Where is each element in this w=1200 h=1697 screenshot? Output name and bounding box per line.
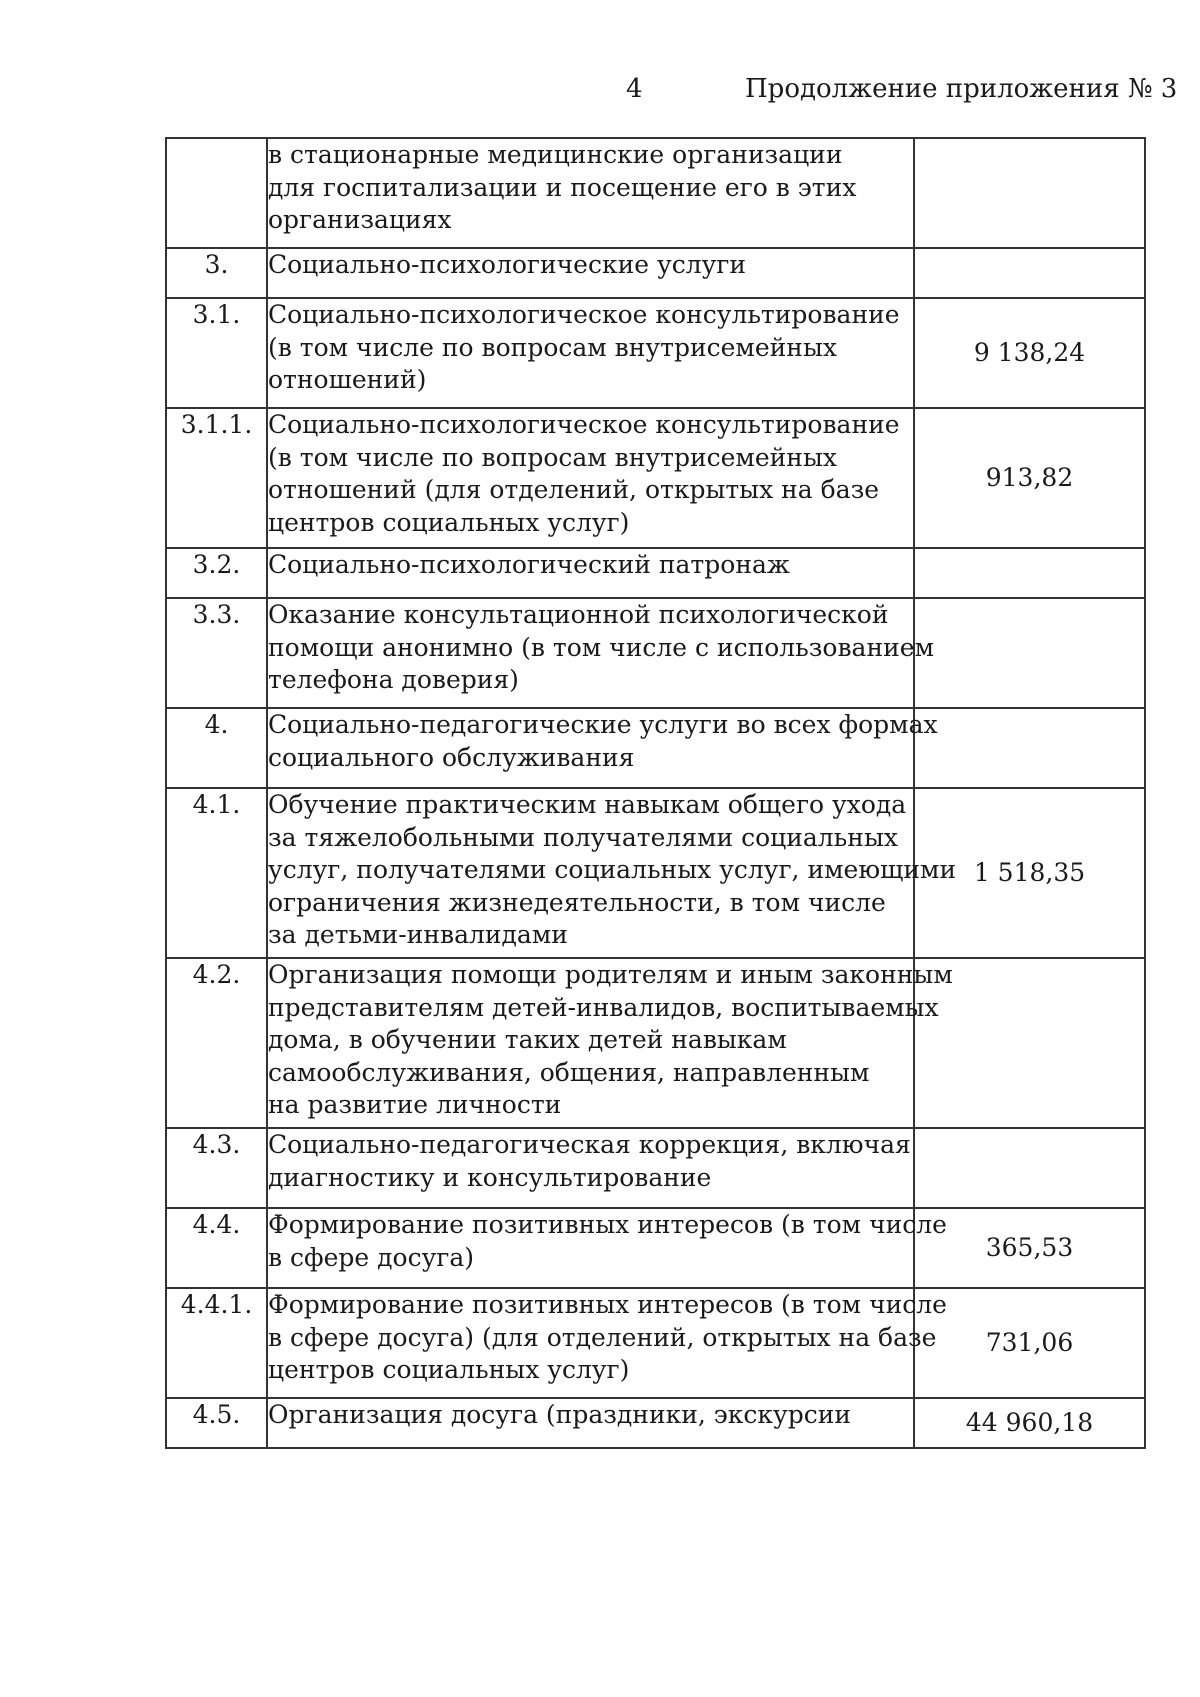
table-row (166, 1128, 1145, 1208)
service-name-line: в сфере досуга) (268, 1242, 475, 1272)
item-number-cell: 3.3. (166, 598, 267, 708)
item-number-cell: 3.1.1. (166, 408, 267, 548)
table-row (166, 1398, 1145, 1448)
item-number-cell: 4.4. (166, 1208, 267, 1288)
item-number-cell: 4.1. (166, 788, 267, 958)
table-row (166, 788, 1145, 958)
service-name-line: (в том числе по вопросам внутрисемейных (268, 442, 837, 472)
table-row (166, 1288, 1145, 1398)
price-cell: 9 138,24 (914, 298, 1145, 408)
service-name-cell (267, 708, 938, 788)
service-name-line: центров социальных услуг) (268, 1355, 630, 1384)
page-number: 4 (626, 74, 643, 104)
table-row (166, 1208, 1145, 1288)
service-name-cell (267, 298, 914, 408)
item-number-cell: 4.2. (166, 958, 267, 1128)
service-name-line: Социально-психологическое консультирование (268, 410, 900, 439)
service-name-line: диагностику и консультирование (268, 1162, 712, 1192)
service-name-cell (267, 1288, 947, 1398)
service-name-line: Формирование позитивных интересов (в том числе (268, 1290, 947, 1319)
service-name-line: центров социальных услуг) (268, 507, 630, 537)
table-row (166, 248, 1145, 298)
service-name-line: Формирование позитивных интересов (в том числе (268, 1210, 947, 1239)
table-row (166, 708, 1145, 788)
service-name-cell (267, 958, 953, 1128)
service-name-cell (267, 598, 935, 708)
item-number-cell: 3. (166, 248, 267, 298)
service-name-line: Социально-психологический патронаж (268, 550, 790, 579)
item-number-cell: 3.1. (166, 298, 267, 408)
service-name-line: Социально-психологическое консультирование (268, 300, 900, 329)
service-name-cell (267, 1208, 947, 1288)
service-name-line: представителям детей-инвалидов, воспитываемых (268, 992, 939, 1022)
service-name-cell (267, 1398, 914, 1448)
table-row (166, 598, 1145, 708)
table-body (166, 138, 1145, 1448)
item-number-cell: 4.3. (166, 1128, 267, 1208)
price-cell (914, 548, 1145, 598)
price-cell: 365,53 (914, 1208, 1145, 1288)
item-number-cell: 4.4.1. (166, 1288, 267, 1398)
service-name-line: помощи анонимно (в том числе с использованием (268, 632, 935, 662)
service-name-cell (267, 248, 914, 298)
service-name-line: Социально-педагогическая коррекция, включая (268, 1130, 911, 1159)
service-name-line: (в том числе по вопросам внутрисемейных (268, 332, 837, 362)
table-row (166, 548, 1145, 598)
service-name-line: услуг, получателями социальных услуг, имеющими (268, 855, 957, 884)
services-price-table (165, 137, 1146, 1449)
service-name-line: в сфере досуга) (для отделений, открытых на базе (268, 1322, 937, 1352)
service-name-line: за тяжелобольными получателями социальных (268, 822, 898, 852)
price-cell: 1 518,35 (914, 788, 1145, 958)
service-name-line: организациях (268, 205, 452, 234)
item-number-cell: 4.5. (166, 1398, 267, 1448)
table-row (166, 408, 1145, 548)
price-cell: 44 960,18 (914, 1398, 1145, 1448)
service-name-line: телефона доверия) (268, 665, 519, 694)
item-number-cell: 3.2. (166, 548, 267, 598)
table-row (166, 298, 1145, 408)
item-number-cell (166, 138, 267, 248)
price-cell (914, 1128, 1145, 1208)
service-name-line: самообслуживания, общения, направленным (268, 1057, 870, 1087)
service-name-line: социального обслуживания (268, 742, 635, 772)
table-row (166, 958, 1145, 1128)
service-name-line: за детьми-инвалидами (268, 920, 568, 949)
service-name-line: Социально-педагогические услуги во всех формах (268, 710, 938, 739)
service-name-line: для госпитализации и посещение его в этих (268, 172, 857, 202)
service-name-line: отношений (для отделений, открытых на базе (268, 475, 880, 504)
service-name-line: Обучение практическим навыкам общего ухода (268, 790, 907, 819)
service-name-cell (267, 408, 914, 548)
service-name-line: Оказание консультационной психологической (268, 600, 889, 629)
service-name-line: на развитие личности (268, 1090, 562, 1119)
service-name-cell (267, 1128, 914, 1208)
service-name-line: дома, в обучении таких детей навыкам (268, 1025, 787, 1054)
service-name-cell (267, 138, 914, 248)
appendix-continuation-header: Продолжение приложения № 3 (745, 74, 1178, 104)
service-name-line: отношений) (268, 365, 427, 394)
price-cell: 913,82 (914, 408, 1145, 548)
service-name-line: в стационарные медицинские организации (268, 140, 843, 169)
service-name-cell (267, 548, 914, 598)
service-name-line: Организация досуга (праздники, экскурсии (268, 1400, 852, 1429)
price-cell (914, 708, 1145, 788)
price-cell: 731,06 (914, 1288, 1145, 1398)
table-row (166, 138, 1145, 248)
service-name-line: Социально-психологические услуги (268, 250, 747, 279)
item-number-cell: 4. (166, 708, 267, 788)
service-name-line: ограничения жизнедеятельности, в том числе (268, 887, 886, 917)
service-name-cell (267, 788, 957, 958)
price-cell (914, 138, 1145, 248)
price-cell (914, 598, 1145, 708)
price-cell (914, 248, 1145, 298)
service-name-line: Организация помощи родителям и иным законным (268, 960, 953, 989)
